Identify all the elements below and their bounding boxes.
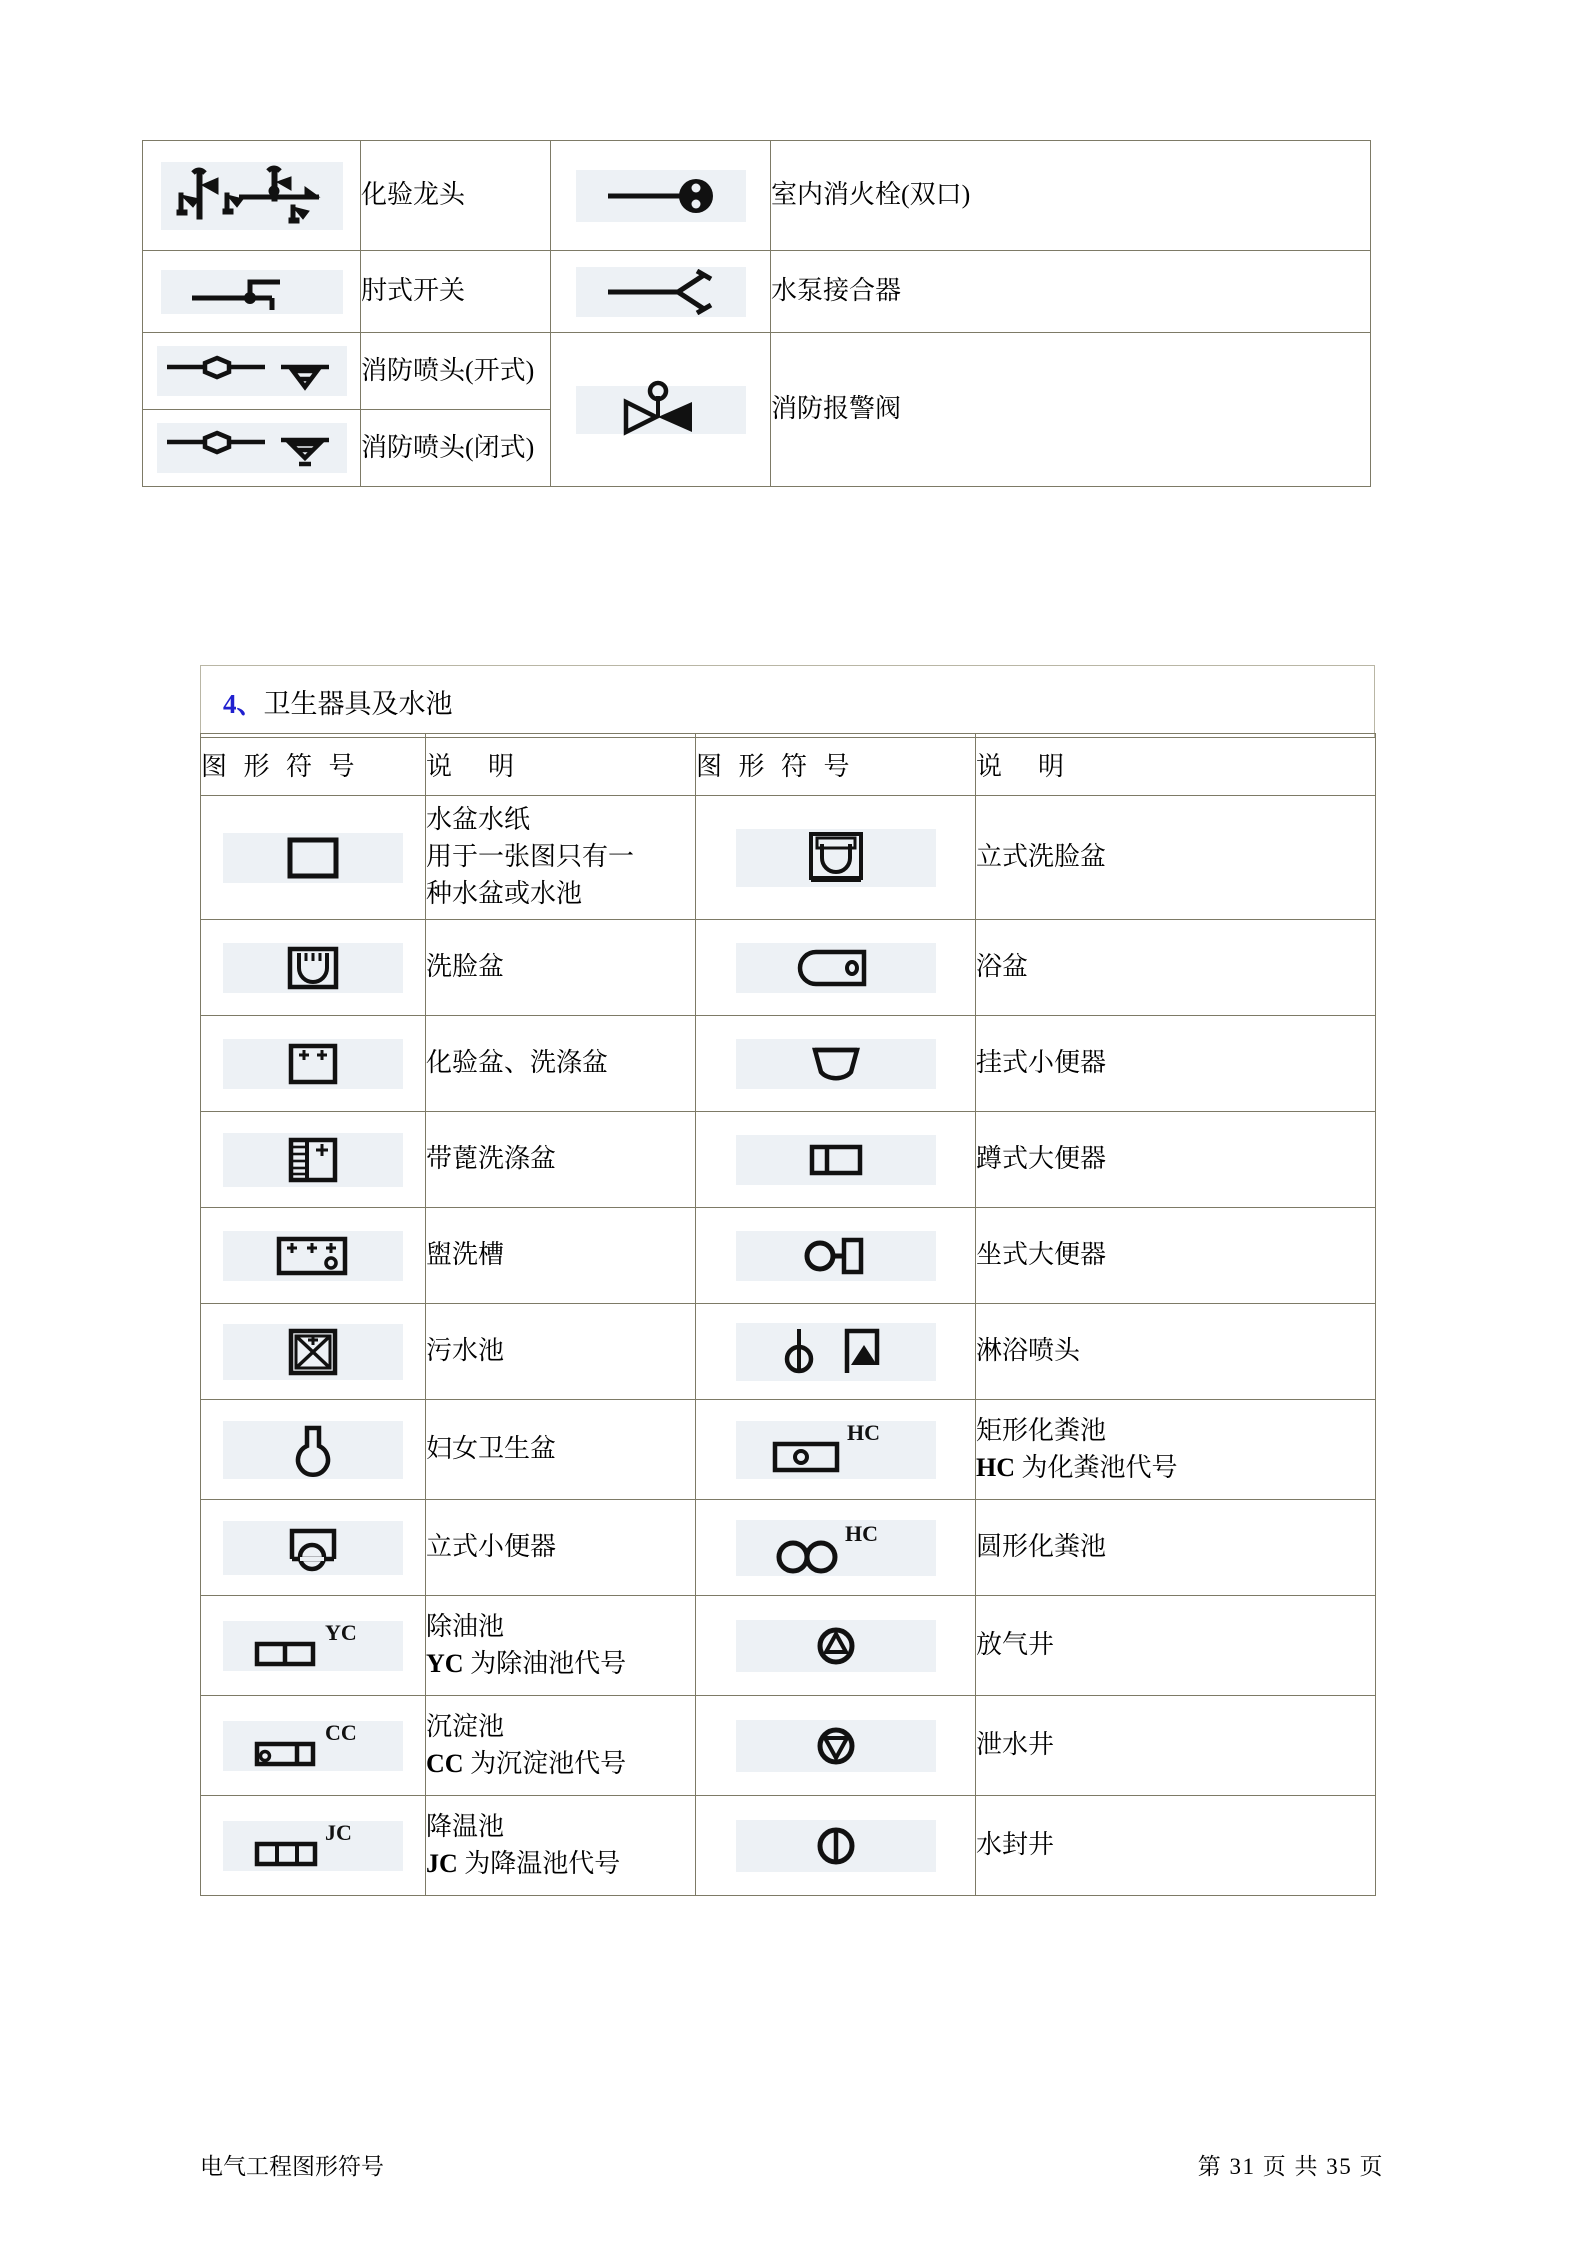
- symbol-cell-elbow-switch: [143, 251, 361, 333]
- fire-alarm-valve-icon: [606, 380, 716, 440]
- column-header-symbol-2: 图 形 符 号: [696, 734, 976, 796]
- symbol-cell-fire-hydrant: [551, 141, 771, 251]
- symbol-label-wash-trough: 盥洗槽: [426, 1208, 696, 1304]
- sedimentation-tank-symbol: [223, 1721, 403, 1771]
- symbol-cell-washbasin: [201, 920, 426, 1016]
- shower-head-symbol: [736, 1323, 936, 1381]
- page-footer: [0, 2148, 1587, 2194]
- seat-toilet-symbol: [736, 1231, 936, 1281]
- wall-urinal-symbol: [736, 1039, 936, 1089]
- column-header-desc-2: 说 明: [976, 734, 1376, 796]
- symbol-label-wall-urinal: 挂式小便器: [976, 1016, 1376, 1112]
- rect-septic-tank-symbol: [736, 1421, 936, 1479]
- code-prefix: YC: [426, 1648, 464, 1678]
- pedestal-washbasin-icon: [805, 830, 867, 886]
- symbol-cell-wash-trough: [201, 1208, 426, 1304]
- label-line: 矩形化粪池: [976, 1415, 1107, 1445]
- svg-text:JC: JC: [325, 1821, 352, 1845]
- label-line: 降温池: [426, 1811, 505, 1841]
- symbol-label-sewage-pool: 污水池: [426, 1304, 696, 1400]
- lab-faucet-symbol: [161, 162, 343, 230]
- symbol-cell-wall-urinal: [696, 1016, 976, 1112]
- air-release-well-icon: [810, 1621, 862, 1671]
- table-row: [201, 1208, 1376, 1304]
- symbol-label-bathtub: 浴盆: [976, 920, 1376, 1016]
- table-header-row: [201, 734, 1376, 796]
- column-header-desc-1: 说 明: [426, 734, 696, 796]
- cooling-tank-symbol: [223, 1821, 403, 1871]
- oil-separator-icon: [243, 1622, 383, 1670]
- fire-symbols-table: [142, 140, 1371, 487]
- footer-page-number: 第 31 页 共 35 页: [1197, 2154, 1384, 2179]
- stand-urinal-symbol: [223, 1521, 403, 1575]
- symbol-cell-shower-head: [696, 1304, 976, 1400]
- washbasin-symbol: [223, 943, 403, 993]
- drain-well-icon: [810, 1721, 862, 1771]
- label-line-code: [976, 1450, 1375, 1487]
- sanitary-symbols-table: [200, 733, 1376, 1896]
- symbol-cell-lab-sink: [201, 1016, 426, 1112]
- sedimentation-tank-icon: [243, 1722, 383, 1770]
- label-line: 水盆水纸: [426, 805, 531, 835]
- symbol-label-sink-drainboard: 带蓖洗涤盆: [426, 1112, 696, 1208]
- sprinkler-open-icon: [161, 347, 343, 395]
- symbol-cell-bidet: [201, 1400, 426, 1500]
- bathtub-icon: [790, 946, 882, 990]
- sink-drainboard-icon: [285, 1135, 341, 1185]
- code-suffix: 为除油池代号: [463, 1648, 627, 1678]
- label-line: 种水盆或水池: [426, 878, 583, 908]
- section-header-table: [200, 665, 1375, 738]
- symbol-cell-sprinkler-closed: [143, 410, 361, 487]
- elbow-switch-icon: [172, 272, 332, 312]
- shower-head-icon: [771, 1325, 901, 1379]
- symbol-label-sprinkler-open: 消防喷头(开式): [361, 333, 551, 410]
- symbol-label-rect-septic: [976, 1400, 1376, 1500]
- label-line: 除油池: [426, 1611, 505, 1641]
- label-line: 沉淀池: [426, 1711, 505, 1741]
- symbol-cell-round-septic: [696, 1500, 976, 1596]
- plain-rect-icon: [283, 835, 343, 881]
- symbol-cell-air-release-well: [696, 1596, 976, 1696]
- symbol-label-drain-well: 泄水井: [976, 1696, 1376, 1796]
- symbol-cell-basin-plain: [201, 796, 426, 920]
- lab-sink-symbol: [223, 1039, 403, 1089]
- bidet-symbol: [223, 1421, 403, 1479]
- svg-text:HC: HC: [844, 1520, 878, 1546]
- symbol-label-shower-head: 淋浴喷头: [976, 1304, 1376, 1400]
- round-septic-tank-symbol: [736, 1520, 936, 1576]
- symbol-label-squat-toilet: 蹲式大便器: [976, 1112, 1376, 1208]
- symbol-label-air-release-well: 放气井: [976, 1596, 1376, 1696]
- table-row: [201, 796, 1376, 920]
- squat-toilet-icon: [800, 1139, 872, 1181]
- symbol-cell-stand-urinal: [201, 1500, 426, 1596]
- cooling-tank-icon: [243, 1822, 383, 1870]
- symbol-cell-pump-adapter: [551, 251, 771, 333]
- seat-toilet-icon: [794, 1234, 878, 1278]
- code-prefix: CC: [426, 1748, 464, 1778]
- symbol-label-pedestal-washbasin: 立式洗脸盆: [976, 796, 1376, 920]
- water-seal-well-icon: [810, 1821, 862, 1871]
- table-row: [201, 1596, 1376, 1696]
- wall-urinal-icon: [801, 1042, 871, 1086]
- water-seal-well-symbol: [736, 1820, 936, 1872]
- table-row: [201, 1796, 1376, 1896]
- symbol-cell-sewage-pool: [201, 1304, 426, 1400]
- wash-trough-icon: [271, 1233, 355, 1279]
- symbol-cell-oil-separator: [201, 1596, 426, 1696]
- table-row: [201, 1304, 1376, 1400]
- table-row: [201, 1696, 1376, 1796]
- symbol-label-sedimentation-tank: [426, 1696, 696, 1796]
- symbol-label-stand-urinal: 立式小便器: [426, 1500, 696, 1596]
- symbol-label-basin-plain: [426, 796, 696, 920]
- symbol-label-fire-alarm-valve: 消防报警阀: [771, 333, 1371, 487]
- pump-adapter-icon: [586, 269, 736, 315]
- bidet-icon: [286, 1422, 340, 1478]
- fire-hydrant-double-icon: [586, 174, 736, 218]
- symbol-cell-bathtub: [696, 920, 976, 1016]
- squat-toilet-symbol: [736, 1135, 936, 1185]
- table-row: [143, 251, 1371, 333]
- table-row: [201, 1500, 1376, 1596]
- symbol-label-elbow-switch: 肘式开关: [361, 251, 551, 333]
- pump-adapter-symbol: [576, 267, 746, 317]
- sprinkler-closed-icon: [161, 424, 343, 472]
- sink-with-drainboard-symbol: [223, 1133, 403, 1187]
- symbol-label-round-septic: 圆形化粪池: [976, 1500, 1376, 1596]
- symbol-label-cooling-tank: [426, 1796, 696, 1896]
- sewage-pool-symbol: [223, 1324, 403, 1380]
- sprinkler-open-symbol: [157, 346, 347, 396]
- svg-text:HC: HC: [846, 1421, 880, 1445]
- symbol-cell-lab-faucet: [143, 141, 361, 251]
- symbol-cell-pedestal-washbasin: [696, 796, 976, 920]
- section-title: [201, 666, 1374, 737]
- air-release-well-symbol: [736, 1620, 936, 1672]
- symbol-cell-sedimentation-tank: [201, 1696, 426, 1796]
- table-row: [201, 920, 1376, 1016]
- symbol-cell-squat-toilet: [696, 1112, 976, 1208]
- symbol-label-pump-adapter: 水泵接合器: [771, 251, 1371, 333]
- indoor-fire-hydrant-double-symbol: [576, 170, 746, 222]
- label-line-code: [426, 1646, 695, 1683]
- symbol-label-lab-sink: 化验盆、洗涤盆: [426, 1016, 696, 1112]
- section-title-text: 卫生器具及水池: [263, 689, 453, 719]
- rect-septic-tank-icon: [761, 1422, 911, 1478]
- sprinkler-closed-symbol: [157, 423, 347, 473]
- symbol-label-fire-hydrant: 室内消火栓(双口): [771, 141, 1371, 251]
- code-prefix: JC: [426, 1848, 458, 1878]
- symbol-cell-seat-toilet: [696, 1208, 976, 1304]
- table-row: [201, 1400, 1376, 1500]
- svg-text:CC: CC: [325, 1721, 357, 1745]
- washbasin-icon: [284, 944, 342, 992]
- label-line-code: [426, 1746, 695, 1783]
- sewage-pool-icon: [284, 1326, 342, 1378]
- lab-sink-icon: [285, 1041, 341, 1087]
- lab-faucet-icon: [167, 165, 337, 227]
- table-row: [201, 1016, 1376, 1112]
- table-row: [201, 1112, 1376, 1208]
- symbol-cell-cooling-tank: [201, 1796, 426, 1896]
- label-line: 用于一张图只有一: [426, 842, 635, 872]
- bathtub-symbol: [736, 943, 936, 993]
- oil-separator-symbol: [223, 1621, 403, 1671]
- label-line-code: [426, 1846, 695, 1883]
- drain-well-symbol: [736, 1720, 936, 1772]
- basin-plain-rect-symbol: [223, 833, 403, 883]
- fire-alarm-valve-symbol: [576, 386, 746, 434]
- code-suffix: 为降温池代号: [457, 1848, 621, 1878]
- symbol-cell-drain-well: [696, 1696, 976, 1796]
- table-row: [143, 141, 1371, 251]
- column-header-symbol-1: 图 形 符 号: [201, 734, 426, 796]
- symbol-label-sprinkler-closed: 消防喷头(闭式): [361, 410, 551, 487]
- symbol-label-oil-separator: [426, 1596, 696, 1696]
- svg-text:YC: YC: [325, 1621, 357, 1645]
- symbol-cell-rect-septic: [696, 1400, 976, 1500]
- section-number: 4、: [223, 689, 264, 719]
- symbol-cell-sink-drainboard: [201, 1112, 426, 1208]
- stand-urinal-icon: [278, 1523, 348, 1573]
- section-header-cell: [201, 666, 1375, 738]
- symbol-label-lab-faucet: 化验龙头: [361, 141, 551, 251]
- symbol-label-washbasin: 洗脸盆: [426, 920, 696, 1016]
- symbol-cell-fire-alarm-valve: [551, 333, 771, 487]
- pedestal-washbasin-symbol: [736, 829, 936, 887]
- table-row: [143, 333, 1371, 410]
- symbol-label-seat-toilet: 坐式大便器: [976, 1208, 1376, 1304]
- round-septic-tank-icon: [761, 1521, 911, 1575]
- footer-document-title: 电气工程图形符号: [200, 2154, 384, 2179]
- code-prefix: HC: [976, 1452, 1015, 1482]
- symbol-label-bidet: 妇女卫生盆: [426, 1400, 696, 1500]
- symbol-label-water-seal-well: 水封井: [976, 1796, 1376, 1896]
- symbol-cell-water-seal-well: [696, 1796, 976, 1896]
- code-suffix: 为化粪池代号: [1015, 1452, 1178, 1482]
- wash-trough-symbol: [223, 1231, 403, 1281]
- symbol-cell-sprinkler-open: [143, 333, 361, 410]
- elbow-switch-symbol: [161, 270, 343, 314]
- code-suffix: 为沉淀池代号: [463, 1748, 627, 1778]
